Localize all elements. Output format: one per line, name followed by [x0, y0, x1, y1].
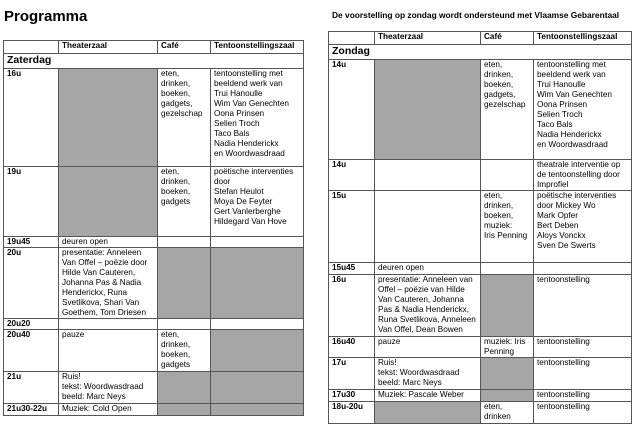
theater-cell: [375, 358, 481, 390]
cell-line: de tentoonstelling door: [537, 170, 620, 179]
time-cell: 14u: [329, 60, 375, 160]
expo-cell: [534, 390, 632, 402]
time-cell: 15u: [329, 191, 375, 263]
cell-line: drinken,: [484, 70, 514, 79]
expo-cell: [534, 358, 632, 390]
cell-line: Hildegard Van Hove: [214, 217, 287, 226]
cafe-cell: [481, 60, 534, 160]
cell-line: deuren open: [62, 237, 108, 246]
cell-line: Runa Svetlikova, Anneleen: [378, 315, 476, 324]
cell-line: Stefan Heulot: [214, 187, 264, 196]
cafe-cell: [158, 330, 211, 372]
cell-line: tekst: Woordwasdraad: [378, 368, 460, 377]
schedule-row: [329, 390, 632, 402]
cafe-cell: [481, 191, 534, 263]
cell-line: eten,: [161, 167, 180, 176]
cell-line: Henderickx, Runa: [62, 288, 128, 297]
cell-line: Penning: [484, 347, 515, 356]
theater-cell: [59, 372, 158, 404]
page-title: Programma: [4, 8, 88, 25]
theater-cell: [59, 69, 158, 167]
schedule-row: [329, 191, 632, 263]
cafe-cell: [158, 237, 211, 248]
header-cafe: Café: [481, 32, 534, 45]
cell-line: en Woordwasdraad: [537, 140, 608, 149]
cell-line: beeld: Marc Neys: [62, 392, 126, 401]
cell-line: tentoonstelling: [537, 402, 590, 411]
cell-line: pauze: [378, 337, 401, 346]
cell-line: tentoonstelling met: [537, 60, 606, 69]
header-time: [329, 32, 375, 45]
cell-line: Wim Van Genechten: [214, 99, 289, 108]
cell-line: beeld: Marc Neys: [378, 378, 442, 387]
time-cell: 21u: [4, 372, 59, 404]
cell-line: tentoonstelling: [537, 337, 590, 346]
cell-line: boeken,: [161, 350, 191, 359]
day-label: Zaterdag: [4, 54, 304, 69]
cell-line: tentoonstelling met: [214, 69, 283, 78]
theater-cell: [375, 160, 481, 191]
cell-line: beeldend werk van: [214, 79, 283, 88]
cell-line: theatrale interventie op: [537, 160, 621, 169]
cell-line: presentatie: Anneleen van: [378, 275, 473, 284]
time-cell: 19u45: [4, 237, 59, 248]
cafe-cell: [481, 402, 534, 424]
theater-cell: [375, 60, 481, 160]
time-cell: 15u45: [329, 263, 375, 275]
expo-cell: [211, 372, 304, 404]
cell-line: Offel – poëzie van Hilde: [378, 285, 465, 294]
time-cell: 18u-20u: [329, 402, 375, 424]
schedule-row: [4, 330, 304, 372]
cell-line: Johanna Pas & Nadia: [62, 278, 142, 287]
expo-cell: [534, 337, 632, 358]
cell-line: Sven De Swerts: [537, 241, 596, 250]
expo-cell: [534, 402, 632, 424]
cell-line: Muziek: Pascale Weber: [378, 390, 464, 399]
cell-line: Trui Hanoulle: [214, 89, 263, 98]
cell-line: Van Offel – poëzie door: [62, 258, 148, 267]
header-row: [329, 32, 632, 45]
cell-line: Wim Van Genechten: [537, 90, 612, 99]
expo-cell: [211, 319, 304, 330]
theater-cell: [59, 330, 158, 372]
time-cell: 20u20: [4, 319, 59, 330]
cell-line: Improfiel: [537, 180, 569, 189]
theater-cell: [375, 402, 481, 424]
header-tentoonstellingszaal: Tentoonstellingszaal: [534, 32, 632, 45]
expo-cell: [534, 160, 632, 191]
cell-line: gadgets: [161, 360, 191, 369]
cell-line: Ruis!: [62, 372, 81, 381]
cell-line: drinken,: [161, 79, 191, 88]
schedule-row: [4, 69, 304, 167]
theater-cell: [375, 263, 481, 275]
day-label: Zondag: [329, 45, 632, 60]
header-time: [4, 41, 59, 54]
cell-line: Taco Bals: [214, 129, 250, 138]
cell-line: Selien Troch: [537, 110, 583, 119]
day-row: [329, 45, 632, 60]
time-cell: 19u: [4, 167, 59, 237]
cell-line: muziek:: [484, 221, 513, 230]
theater-cell: [59, 319, 158, 330]
theater-cell: [375, 191, 481, 263]
cell-line: Oona Prinsen: [214, 109, 265, 118]
cell-line: poëtische interventies: [214, 167, 294, 176]
schedule-row: [4, 319, 304, 330]
cell-line: Nadia Henderickx: [537, 130, 602, 139]
cell-line: Bert Deben: [537, 221, 579, 230]
cafe-cell: [158, 404, 211, 416]
sunday-schedule-table: [328, 31, 632, 424]
schedule-row: [4, 372, 304, 404]
header-tentoonstellingszaal: Tentoonstellingszaal: [211, 41, 304, 54]
time-cell: 16u: [4, 69, 59, 167]
cafe-cell: [158, 372, 211, 404]
cell-line: gezelschap: [161, 109, 203, 118]
cell-line: tentoonstelling: [537, 390, 590, 399]
time-cell: 16u40: [329, 337, 375, 358]
cell-line: boeken,: [161, 187, 191, 196]
schedule-row: [329, 275, 632, 337]
cell-line: drinken,: [161, 340, 191, 349]
time-cell: 16u: [329, 275, 375, 337]
cell-line: Pas & Nadia Henderickx,: [378, 305, 470, 314]
cell-line: Mark Opfer: [537, 211, 578, 220]
time-cell: 17u30: [329, 390, 375, 402]
cell-line: boeken,: [484, 211, 514, 220]
cell-line: eten,: [484, 60, 503, 69]
cafe-cell: [481, 358, 534, 390]
cell-line: tentoonstelling: [537, 275, 590, 284]
cell-line: Iris Penning: [484, 231, 528, 240]
cell-line: Nadia Henderickx: [214, 139, 279, 148]
cell-line: Gert Vanlerberghe: [214, 207, 281, 216]
theater-cell: [375, 337, 481, 358]
expo-cell: [211, 248, 304, 319]
schedule-row: [329, 60, 632, 160]
cell-line: muziek: Iris: [484, 337, 526, 346]
expo-cell: [534, 60, 632, 160]
schedule-row: [329, 263, 632, 275]
cell-line: deuren open: [378, 263, 424, 272]
cell-line: Taco Bals: [537, 120, 573, 129]
theater-cell: [59, 248, 158, 319]
schedule-row: [329, 337, 632, 358]
cell-line: gezelschap: [484, 100, 526, 109]
day-row: [4, 54, 304, 69]
schedule-row: [329, 358, 632, 390]
expo-cell: [534, 191, 632, 263]
cafe-cell: [158, 319, 211, 330]
cell-line: gadgets,: [161, 99, 193, 108]
cafe-cell: [481, 337, 534, 358]
header-theaterzaal: Theaterzaal: [375, 32, 481, 45]
cafe-cell: [481, 390, 534, 402]
cell-line: eten,: [484, 402, 503, 411]
expo-cell: [211, 237, 304, 248]
cell-line: eten,: [161, 69, 180, 78]
cell-line: Hilde Van Cauteren,: [62, 268, 136, 277]
cell-line: Muziek: Cold Open: [62, 404, 132, 413]
expo-cell: [534, 263, 632, 275]
sign-language-note: De voorstelling op zondag wordt ondersteund met Vlaamse Gebarentaal: [332, 10, 620, 20]
cell-line: poëtische interventies: [537, 191, 617, 200]
theater-cell: [375, 390, 481, 402]
time-cell: 20u40: [4, 330, 59, 372]
cell-line: Selien Troch: [214, 119, 260, 128]
expo-cell: [211, 69, 304, 167]
cell-line: Moya De Feyter: [214, 197, 273, 206]
cafe-cell: [158, 69, 211, 167]
header-theaterzaal: Theaterzaal: [59, 41, 158, 54]
cell-line: gadgets,: [484, 90, 516, 99]
saturday-schedule-table: [3, 40, 304, 416]
cell-line: boeken,: [161, 89, 191, 98]
cell-line: presentatie: Anneleen: [62, 248, 142, 257]
cell-line: Goethem, Tom Driesen: [62, 308, 147, 317]
header-row: [4, 41, 304, 54]
schedule-row: [4, 248, 304, 319]
time-cell: 17u: [329, 358, 375, 390]
cell-line: Ruis!: [378, 358, 397, 367]
cell-line: pauze: [62, 330, 85, 339]
cell-line: door: [214, 177, 231, 186]
cell-line: Aloys Vonckx: [537, 231, 586, 240]
expo-cell: [211, 404, 304, 416]
theater-cell: [59, 404, 158, 416]
cell-line: Svetlikova, Shari Van: [62, 298, 140, 307]
expo-cell: [211, 167, 304, 237]
theater-cell: [59, 167, 158, 237]
theater-cell: [375, 275, 481, 337]
time-cell: 14u: [329, 160, 375, 191]
cell-line: Van Cauteren, Johanna: [378, 295, 464, 304]
cell-line: door Mickey Wo: [537, 201, 596, 210]
schedule-row: [4, 167, 304, 237]
cell-line: drinken,: [161, 177, 191, 186]
schedule-row: [4, 237, 304, 248]
cell-line: boeken,: [484, 80, 514, 89]
cell-line: Oona Prinsen: [537, 100, 588, 109]
cell-line: eten,: [484, 191, 503, 200]
time-cell: 21u30-22u: [4, 404, 59, 416]
cell-line: beeldend werk van: [537, 70, 606, 79]
cell-line: drinken: [484, 412, 511, 421]
header-cafe: Café: [158, 41, 211, 54]
cell-line: drinken,: [484, 201, 514, 210]
time-cell: 20u: [4, 248, 59, 319]
theater-cell: [59, 237, 158, 248]
cell-line: tentoonstelling: [537, 358, 590, 367]
expo-cell: [211, 330, 304, 372]
cell-line: Van Offel, Dean Bowen: [378, 325, 463, 334]
cafe-cell: [481, 160, 534, 191]
cell-line: gadgets: [161, 197, 191, 206]
cell-line: en Woordwasdraad: [214, 149, 285, 158]
cell-line: Trui Hanoulle: [537, 80, 586, 89]
cafe-cell: [158, 248, 211, 319]
cell-line: tekst: Woordwasdraad: [62, 382, 144, 391]
cafe-cell: [158, 167, 211, 237]
cafe-cell: [481, 275, 534, 337]
cafe-cell: [481, 263, 534, 275]
schedule-row: [329, 402, 632, 424]
cell-line: eten,: [161, 330, 180, 339]
expo-cell: [534, 275, 632, 337]
schedule-row: [4, 404, 304, 416]
schedule-row: [329, 160, 632, 191]
